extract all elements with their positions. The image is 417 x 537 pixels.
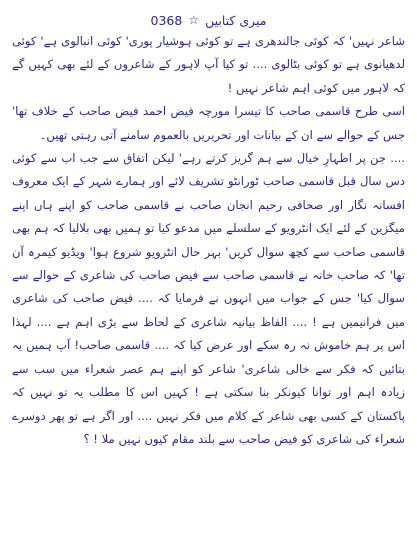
book-title: میری کتابیں [205,12,267,28]
page-header [12,10,405,30]
star-icon: ☆ [188,13,200,27]
page-number: 0368 [150,12,183,28]
paragraph-2: اسی طرح قاسمی صاحب کا تیسرا مورچہ فیض احمد فیض صاحب کے خلاف تھا' جس کے حوالے سے ان کے بیانات اور تحریریں بالعموم سامنے آتی رہتی تھیں۔ [12,104,405,142]
paragraph-1: شاعر نہیں' کہ کوئی جالندھری ہے تو کوئی ہوشیار پوری' کوئی انبالوی ہے' کوئی لدھیانوی ہے تو کوئی بٹالوی .... تو کیا آپ لاہور کے شاعروں کے لئے بھی کہیں گے کہ لاہور میں کوئی اہم شاعر نہیں ! [12,34,405,95]
paragraph-3: .... جن پر اظہارِ خیال سے ہم گریز کرتے رہے' لیکن اتفاق سے جب اب سے کوئی دس سال قبل قاسمی صاحب ٹورانٹو تشریف لائے اور ہمارے شہر کے ایک معروف افسانہ نگار اور صحافی رحیم انجان صاحب نے قاسمی صاحب کو اپنے ہاں اپنے میگزین کے لئے ایک انٹرویو کے سلسلے میں مدعو کیا تو ہمیں بھی بلالیا کہ ہم بھی قاسمی صاحب سے کچھ سوال کریں' بہر حال انٹرویو شروع ہوا' ویڈیو کیمرہ آن تھا' کہ صاحب خانہ نے قاسمی صاحب سے فیض صاحب کی شاعری کے حوالے سے سوال کیا' جس کے جواب میں انہوں نے فرمایا کہ .... فیض صاحب کی شاعری میں فرانیمیں ہے ! .... الفاظ بیانیہ شاعری کے لحاظ سے بڑی اہم ہے .... لہذا اس پر ہم خاموش نہ رہ سکے اور عرض کیا کہ .... قاسمی صاحب! آپ ہمیں یہ بتائیں کہ فکر سے خالی شاعری' شاعر کو اپنے ہم عصر شعراء میں سب سے زیادہ اہم اور توانا کیونکر بنا سکتی ہے ! کہیں اس کا مطلب یہ تو نہیں کہ پاکستان کے کسی بھی شاعر کے کلام میں فکر نہیں .... اور اگر ہے تو پھر دوسرے شعراء کی شاعری کو فیض صاحب سے بلند مقام کیوں نہیں ملا ! ؟ [12,151,405,446]
